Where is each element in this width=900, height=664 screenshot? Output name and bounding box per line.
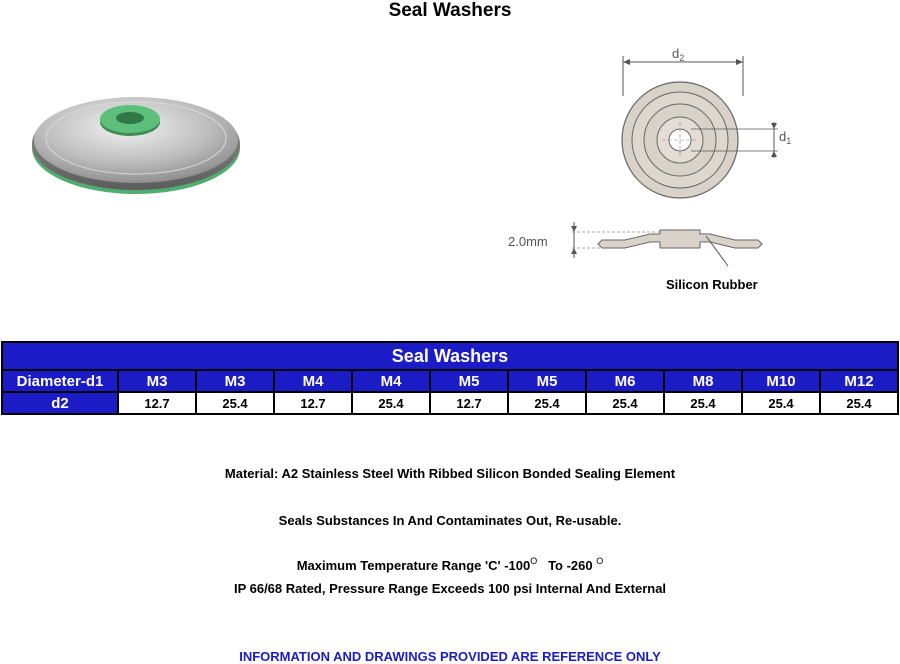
d1-label: d <box>779 129 787 144</box>
size-cell: M5 <box>508 370 586 392</box>
temp-prefix: Maximum Temperature Range 'C' -100 <box>296 558 531 573</box>
size-cell: M12 <box>820 370 898 392</box>
degree-symbol: O <box>596 556 604 566</box>
table-title: Seal Washers <box>2 342 898 370</box>
temp-mid: To -260 <box>548 558 593 573</box>
degree-symbol: O <box>530 556 538 566</box>
d2-subscript: 2 <box>679 53 685 63</box>
size-cell: M6 <box>586 370 664 392</box>
size-cell: M3 <box>196 370 274 392</box>
table-row <box>2 392 898 414</box>
technical-drawing <box>500 44 790 294</box>
svg-text:d1 <box>779 129 791 146</box>
d2-cell: 25.4 <box>508 392 586 414</box>
spec-table <box>1 341 899 415</box>
row-header-diameter: Diameter-d1 <box>2 370 118 392</box>
thickness-label: 2.0mm <box>508 234 548 249</box>
d2-cell: 25.4 <box>352 392 430 414</box>
silicon-rubber-label: Silicon Rubber <box>666 277 758 292</box>
page-title: Seal Washers <box>388 0 512 21</box>
d2-cell: 25.4 <box>196 392 274 414</box>
d2-cell: 25.4 <box>586 392 664 414</box>
row-header-d2: d2 <box>2 392 118 414</box>
size-cell: M10 <box>742 370 820 392</box>
d2-cell: 12.7 <box>274 392 352 414</box>
size-cell: M5 <box>430 370 508 392</box>
d1-subscript: 1 <box>786 136 792 146</box>
d2-cell: 25.4 <box>820 392 898 414</box>
ip-rating-note: IP 66/68 Rated, Pressure Range Exceeds 100 psi Internal And External <box>233 581 667 596</box>
disclaimer: INFORMATION AND DRAWINGS PROVIDED ARE REFERENCE ONLY <box>239 649 661 664</box>
d2-cell: 25.4 <box>664 392 742 414</box>
size-cell: M4 <box>274 370 352 392</box>
d2-label: d <box>672 46 680 61</box>
svg-text:d2 <box>672 46 684 63</box>
d2-cell: 12.7 <box>118 392 196 414</box>
table-row <box>2 370 898 392</box>
d2-cell: 12.7 <box>430 392 508 414</box>
temperature-note <box>0 558 900 573</box>
seals-note: Seals Substances In And Contaminates Out, Re-usable. <box>278 513 622 528</box>
size-cell: M4 <box>352 370 430 392</box>
seal-washer-photo <box>30 86 242 198</box>
size-cell: M8 <box>664 370 742 392</box>
material-note: Material: A2 Stainless Steel With Ribbed Silicon Bonded Sealing Element <box>224 466 676 481</box>
d2-cell: 25.4 <box>742 392 820 414</box>
size-cell: M3 <box>118 370 196 392</box>
